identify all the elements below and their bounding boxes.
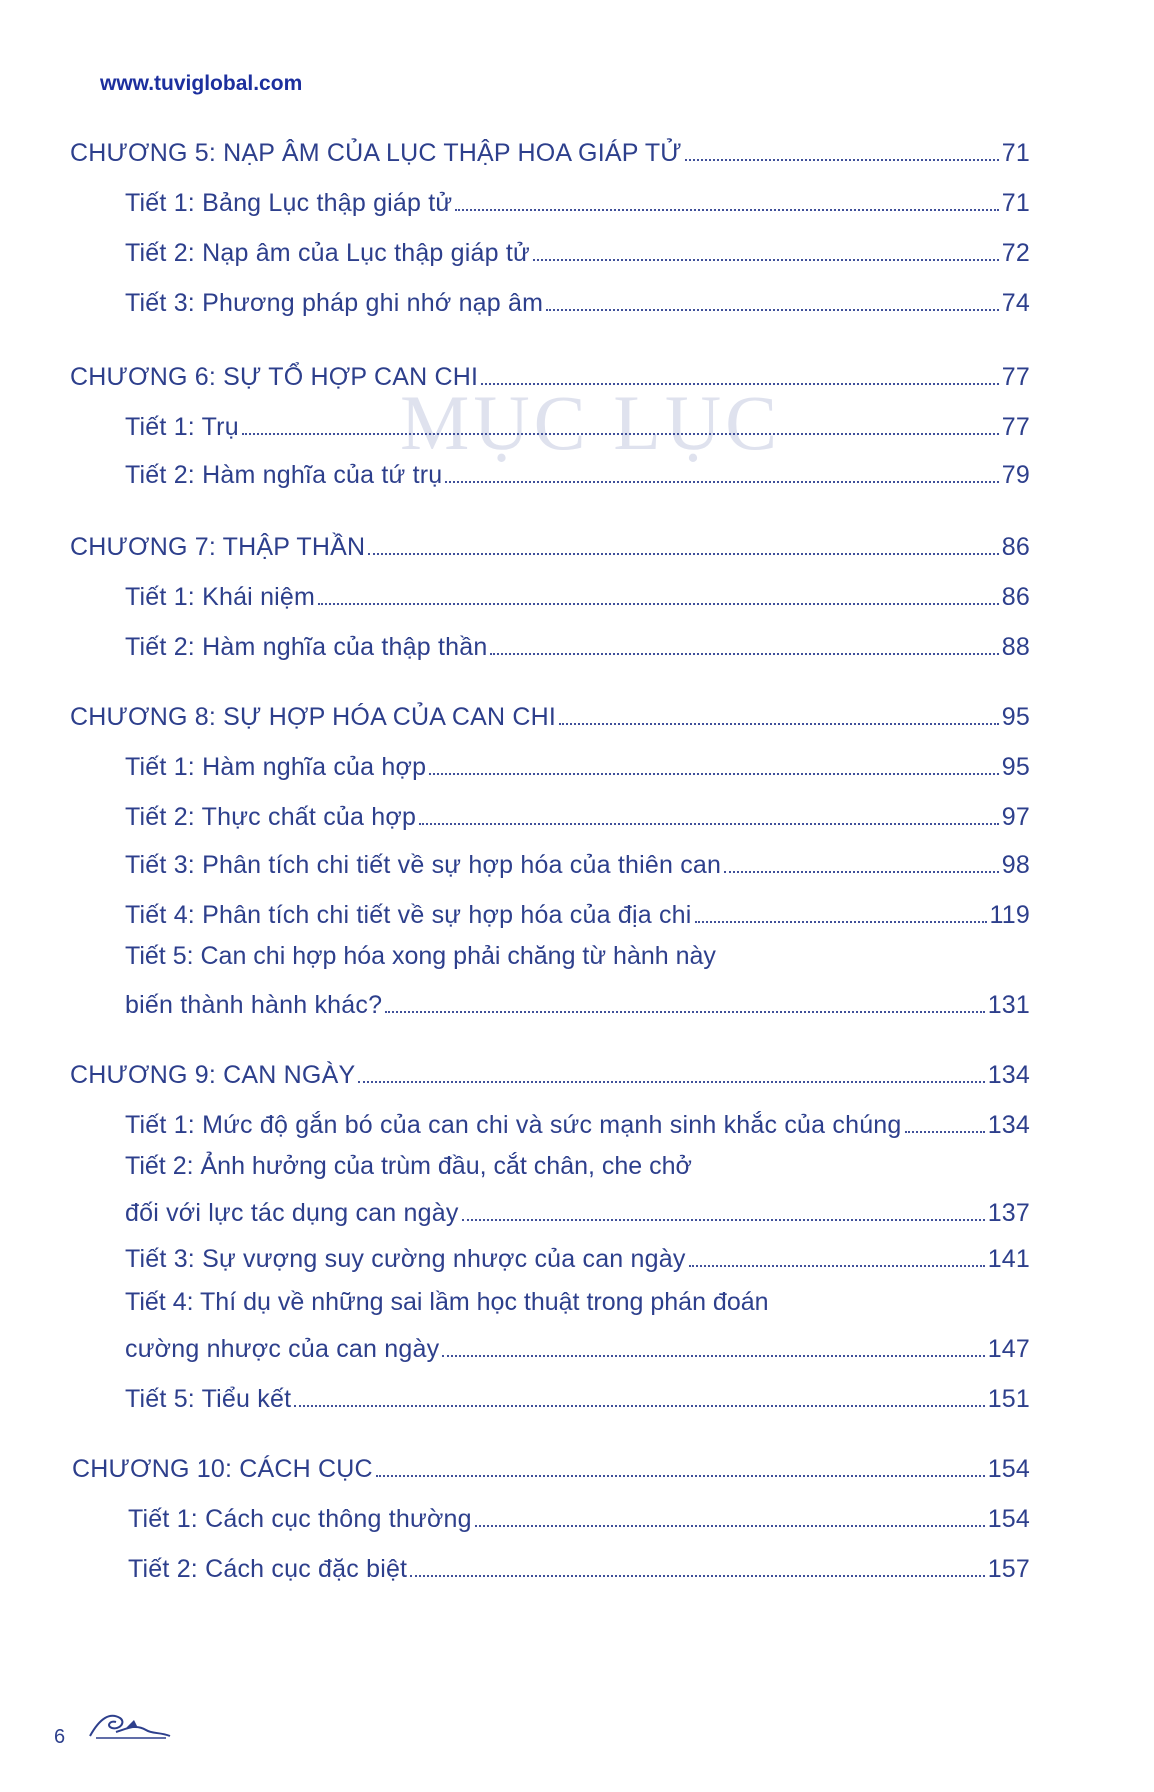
toc-section-line: Tiết 5: Can chi hợp hóa xong phải chăng từ hành này bbox=[125, 942, 716, 970]
toc-title: cường nhược của can ngày bbox=[125, 1334, 440, 1363]
toc-page: 88 bbox=[1001, 632, 1030, 661]
leader-dots bbox=[695, 898, 987, 923]
toc-chapter-7 bbox=[70, 530, 1030, 562]
toc-title: Tiết 2: Nạp âm của Lục thập giáp tử bbox=[125, 238, 530, 267]
toc-title: Tiết 3: Phân tích chi tiết về sự hợp hóa của thiên can bbox=[125, 850, 722, 879]
toc-page: 98 bbox=[1001, 850, 1030, 879]
toc-page: 86 bbox=[1001, 532, 1030, 561]
leader-dots bbox=[410, 1552, 984, 1577]
toc-title: Tiết 1: Cách cục thông thường bbox=[128, 1504, 472, 1533]
toc-page: 147 bbox=[987, 1334, 1030, 1363]
toc-section bbox=[125, 410, 1030, 442]
toc-section bbox=[125, 1196, 1030, 1228]
toc-title: CHƯƠNG 10: CÁCH CỤC bbox=[72, 1454, 373, 1483]
toc-title: Tiết 2: Hàm nghĩa của tứ trụ bbox=[125, 460, 443, 489]
leader-dots bbox=[455, 186, 998, 211]
page-number: 6 bbox=[54, 1726, 66, 1748]
toc-title: CHƯƠNG 8: SỰ HỢP HÓA CỦA CAN CHI bbox=[70, 702, 557, 731]
toc-page: 137 bbox=[987, 1198, 1030, 1227]
leader-dots bbox=[442, 1332, 984, 1357]
toc-section bbox=[125, 898, 1030, 930]
leader-dots bbox=[689, 1242, 985, 1267]
toc-title: Tiết 1: Khái niệm bbox=[125, 582, 316, 611]
leader-dots bbox=[376, 1452, 985, 1477]
toc-title: Tiết 2: Cách cục đặc biệt bbox=[128, 1554, 408, 1583]
toc-section bbox=[125, 236, 1030, 268]
leader-dots bbox=[724, 848, 999, 873]
toc-title: Tiết 4: Phân tích chi tiết về sự hợp hóa của địa chi bbox=[125, 900, 692, 929]
toc-section bbox=[128, 1502, 1030, 1534]
toc-page: 154 bbox=[987, 1504, 1030, 1533]
leader-dots bbox=[546, 286, 999, 311]
toc-page: 154 bbox=[987, 1454, 1030, 1483]
toc-section bbox=[125, 750, 1030, 782]
toc-chapter-10 bbox=[72, 1452, 1030, 1484]
toc-section-line: Tiết 2: Ảnh hưởng của trùm đầu, cắt chân, che chở bbox=[125, 1152, 692, 1180]
toc-section bbox=[125, 630, 1030, 662]
leader-dots bbox=[368, 530, 999, 555]
toc-title: Tiết 1: Mức độ gắn bó của can chi và sức mạnh sinh khắc của chúng bbox=[125, 1110, 902, 1139]
leader-dots bbox=[445, 458, 998, 483]
leader-dots bbox=[481, 360, 999, 385]
toc-page: 95 bbox=[1001, 752, 1030, 781]
toc-page: 131 bbox=[987, 990, 1030, 1019]
leader-dots bbox=[358, 1058, 984, 1083]
toc-section bbox=[125, 800, 1030, 832]
leader-dots bbox=[490, 630, 998, 655]
toc-section bbox=[125, 458, 1030, 490]
toc-section bbox=[125, 1332, 1030, 1364]
toc-chapter-9 bbox=[70, 1058, 1030, 1090]
toc-chapter-6 bbox=[70, 360, 1030, 392]
toc-page: 119 bbox=[989, 900, 1030, 929]
toc-title: Tiết 1: Hàm nghĩa của hợp bbox=[125, 752, 427, 781]
toc-page: 77 bbox=[1001, 362, 1030, 391]
toc-section bbox=[125, 580, 1030, 612]
toc-chapter-5 bbox=[70, 136, 1030, 168]
toc-title: Tiết 1: Trụ bbox=[125, 412, 239, 441]
toc-title: CHƯƠNG 5: NẠP ÂM CỦA LỤC THẬP HOA GIÁP TỬ bbox=[70, 138, 682, 167]
leader-dots bbox=[462, 1196, 985, 1221]
toc-page: 151 bbox=[987, 1384, 1030, 1413]
leader-dots bbox=[385, 988, 984, 1013]
toc-page: 71 bbox=[1001, 138, 1030, 167]
publisher-logo-icon bbox=[86, 1706, 176, 1746]
toc-section bbox=[125, 848, 1030, 880]
leader-dots bbox=[475, 1502, 985, 1527]
toc-section-line: Tiết 4: Thí dụ về những sai lầm học thuật trong phán đoán bbox=[125, 1288, 769, 1316]
leader-dots bbox=[559, 700, 999, 725]
toc-page: 86 bbox=[1001, 582, 1030, 611]
toc-title: CHƯƠNG 7: THẬP THẦN bbox=[70, 532, 366, 561]
toc-title: CHƯƠNG 9: CAN NGÀY bbox=[70, 1060, 356, 1089]
watermark-title: MỤC LỤC bbox=[400, 379, 782, 466]
toc-chapter-8 bbox=[70, 700, 1030, 732]
toc-page: 134 bbox=[987, 1110, 1030, 1139]
toc-title: Tiết 2: Hàm nghĩa của thập thần bbox=[125, 632, 488, 661]
leader-dots bbox=[318, 580, 999, 605]
toc-section bbox=[125, 1108, 1030, 1140]
toc-title: đối với lực tác dụng can ngày bbox=[125, 1198, 459, 1227]
toc-section bbox=[128, 1552, 1030, 1584]
toc-title: biến thành hành khác? bbox=[125, 990, 383, 1019]
toc-page: 97 bbox=[1001, 802, 1030, 831]
toc-page: 79 bbox=[1001, 460, 1030, 489]
toc-page: 77 bbox=[1001, 412, 1030, 441]
toc-title: Tiết 5: Tiểu kết bbox=[125, 1384, 292, 1413]
leader-dots bbox=[905, 1108, 985, 1133]
toc-title: CHƯƠNG 6: SỰ TỔ HỢP CAN CHI bbox=[70, 362, 479, 391]
toc-section bbox=[125, 286, 1030, 318]
toc-title: Tiết 2: Thực chất của hợp bbox=[125, 802, 417, 831]
toc-section bbox=[125, 1382, 1030, 1414]
toc-title: Tiết 1: Bảng Lục thập giáp tử bbox=[125, 188, 453, 217]
toc-section bbox=[125, 1242, 1030, 1274]
leader-dots bbox=[419, 800, 999, 825]
leader-dots bbox=[685, 136, 999, 161]
toc-title: Tiết 3: Phương pháp ghi nhớ nạp âm bbox=[125, 288, 544, 317]
leader-dots bbox=[429, 750, 999, 775]
toc-page: 141 bbox=[987, 1244, 1030, 1273]
toc-page: 74 bbox=[1001, 288, 1030, 317]
leader-dots bbox=[294, 1382, 984, 1407]
toc-page: 134 bbox=[987, 1060, 1030, 1089]
toc-section bbox=[125, 988, 1030, 1020]
leader-dots bbox=[242, 410, 999, 435]
toc-page: 72 bbox=[1001, 238, 1030, 267]
toc-page: 157 bbox=[987, 1554, 1030, 1583]
site-url[interactable]: www.tuviglobal.com bbox=[100, 72, 303, 95]
toc-page: 71 bbox=[1001, 188, 1030, 217]
leader-dots bbox=[533, 236, 999, 261]
toc-title: Tiết 3: Sự vượng suy cường nhược của can ngày bbox=[125, 1244, 686, 1273]
toc-page: 95 bbox=[1001, 702, 1030, 731]
toc-section bbox=[125, 186, 1030, 218]
